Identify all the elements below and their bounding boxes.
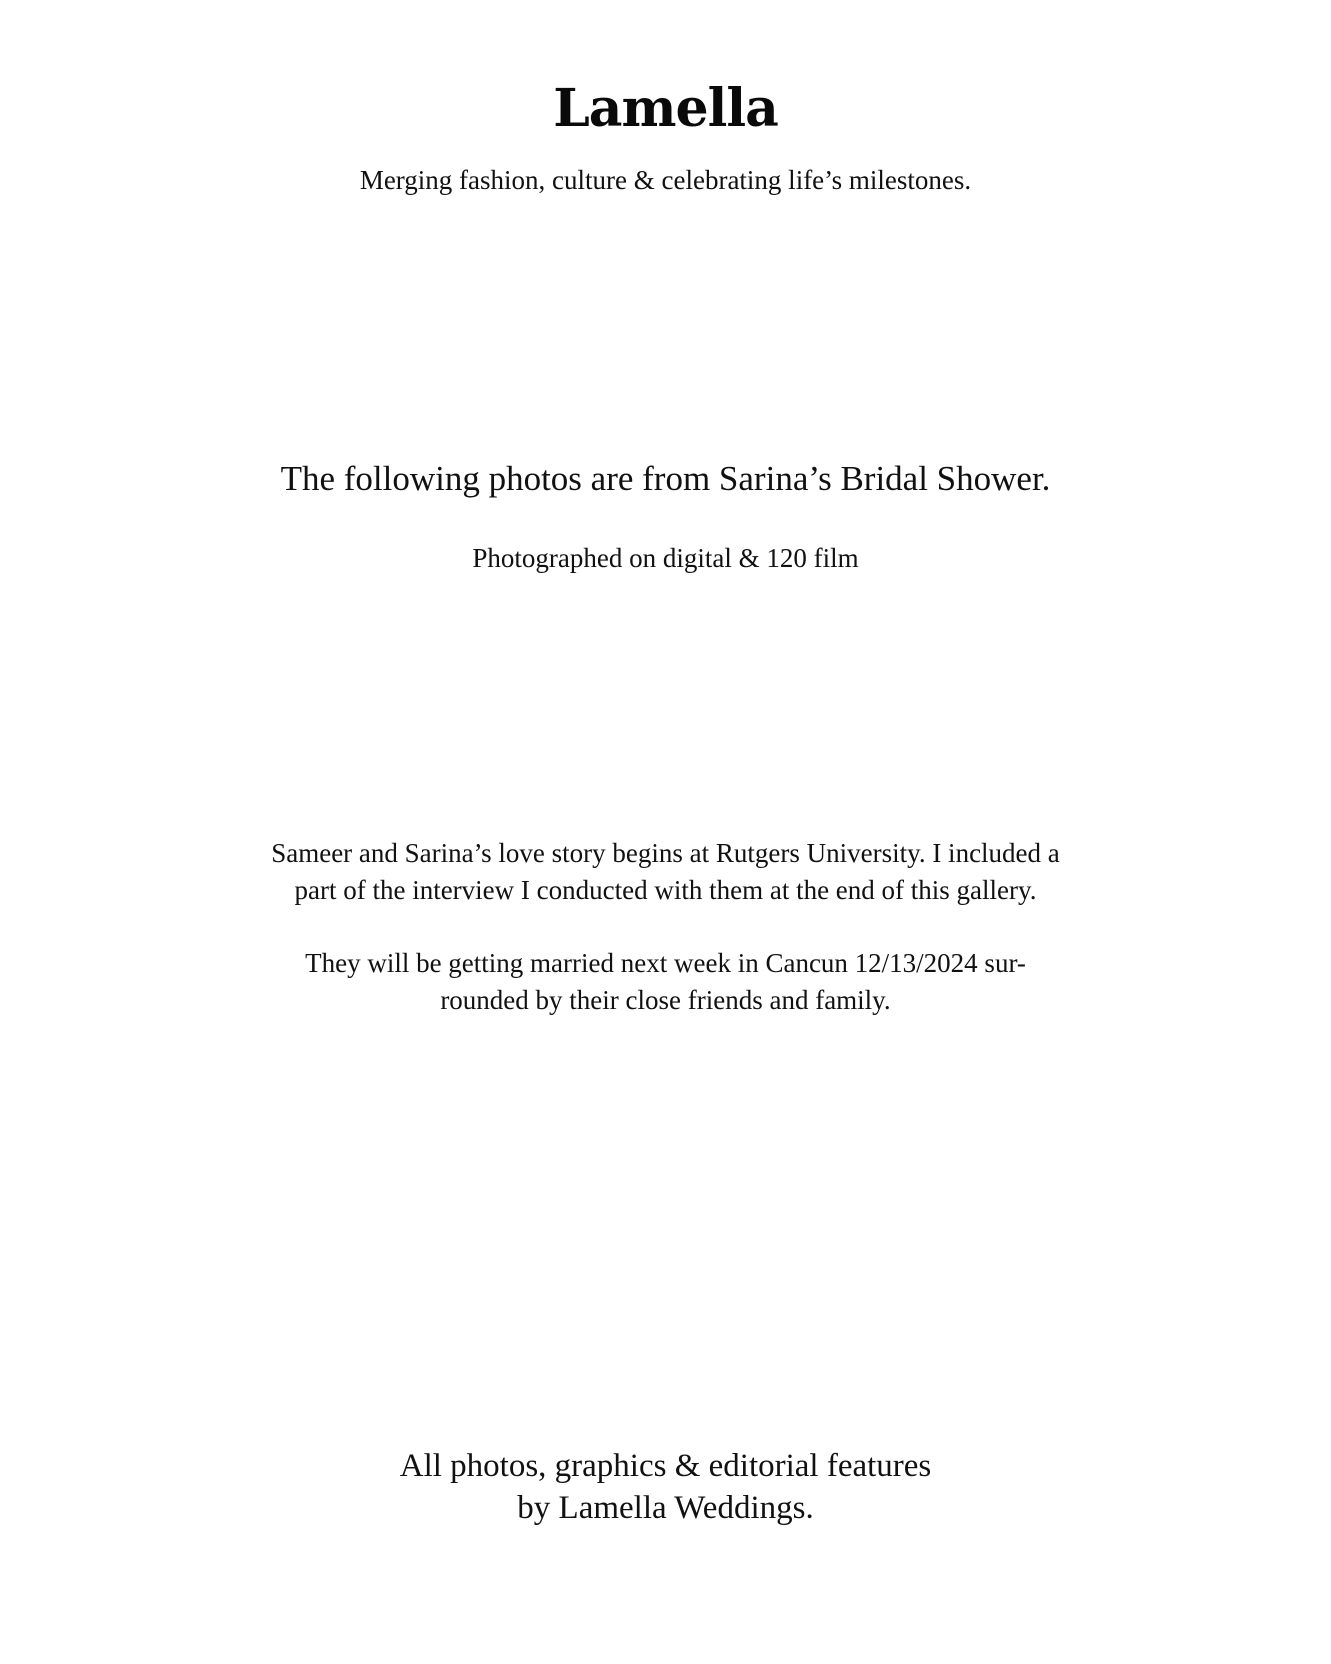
intro-subheading: Photographed on digital & 120 film xyxy=(472,543,859,573)
credit-line-2: by Lamella Weddings. xyxy=(517,1490,814,1526)
story-paragraph-2-line-2: rounded by their close friends and family. xyxy=(440,985,891,1015)
credit-note xyxy=(0,1445,1331,1529)
tagline: Merging fashion, culture & celebrating life’s milestones. xyxy=(359,165,972,195)
brand-logo-text: Lamella xyxy=(553,78,778,139)
story-paragraph-2-line-1: They will be getting married next week in Cancun 12/13/2024 sur- xyxy=(305,948,1026,978)
story-paragraph-1-line-1: Sameer and Sarina’s love story begins at Rutgers University. I included a xyxy=(271,838,1060,868)
intro-heading: The following photos are from Sarina’s Bridal Shower. xyxy=(280,459,1051,498)
story-paragraph-1 xyxy=(210,835,1121,909)
story-paragraph-1-line-2: part of the interview I conducted with them at the end of this gallery. xyxy=(294,875,1037,905)
story-paragraph-2 xyxy=(210,945,1121,1019)
credit-line-1: All photos, graphics & editorial features xyxy=(399,1448,932,1484)
